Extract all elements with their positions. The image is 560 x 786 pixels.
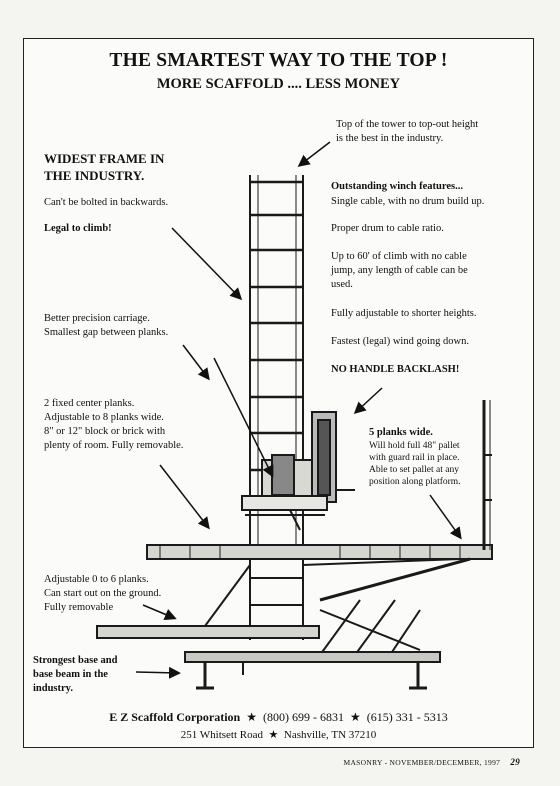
star-icon: ★ <box>268 729 279 741</box>
phone-2: (615) 331 - 5313 <box>366 710 448 724</box>
winch-ratio-text: Proper drum to cable ratio. <box>331 223 444 234</box>
center-planks-callout: 2 fixed center planks. Adjustable to 8 planks wide. 8" or 12" block or brick with plenty of room. Fully removable. <box>44 398 184 451</box>
headline: THE SMARTEST WAY TO THE TOP ! <box>109 50 448 71</box>
contact-line-address <box>23 728 534 741</box>
company-name: E Z Scaffold Corporation <box>109 710 241 724</box>
winch-cable-text: Single cable, with no drum build up. <box>331 196 485 207</box>
street-address: 251 Whitsett Road <box>180 729 264 741</box>
top-height-callout: Top of the tower to top-out height is the best in the industry. <box>336 119 479 144</box>
page-footer <box>343 757 520 767</box>
carriage-callout: Better precision carriage. Smallest gap between planks. <box>44 313 169 338</box>
legal-to-climb-callout: Legal to climb! <box>44 223 112 234</box>
winch-adjust-text: Fully adjustable to shorter heights. <box>331 308 477 319</box>
base-callout: Strongest base and base beam in the industry. <box>33 655 118 694</box>
five-planks-heading: 5 planks wide. <box>369 427 433 438</box>
star-icon: ★ <box>350 710 361 724</box>
no-backlash-text: NO HANDLE BACKLASH! <box>331 364 460 375</box>
winch-features-heading: Outstanding winch features... <box>331 181 463 192</box>
subheadline: MORE SCAFFOLD .... LESS MONEY <box>156 76 401 92</box>
contact-line-company <box>23 710 534 725</box>
winch-fastest-text: Fastest (legal) wind going down. <box>331 336 469 347</box>
no-bolt-callout: Can't be bolted in backwards. <box>44 197 169 208</box>
page-number: 29 <box>510 757 520 767</box>
adjustable-planks-callout: Adjustable 0 to 6 planks. Can start out on the ground. Fully removable <box>44 574 162 613</box>
phone-1: (800) 699 - 6831 <box>263 710 344 724</box>
winch-climb-text: Up to 60' of climb with no cable jump, any length of cable can be used. <box>331 251 468 290</box>
star-icon: ★ <box>246 710 257 724</box>
widest-frame-heading: WIDEST FRAME IN THE INDUSTRY. <box>44 151 165 183</box>
magazine-issue: MASONRY - NOVEMBER/DECEMBER, 1997 <box>343 758 501 767</box>
five-planks-text: Will hold full 48" pallet with guard rail in place. Able to set pallet at any position along platform. <box>369 441 461 487</box>
city-state-zip: Nashville, TN 37210 <box>283 729 377 741</box>
